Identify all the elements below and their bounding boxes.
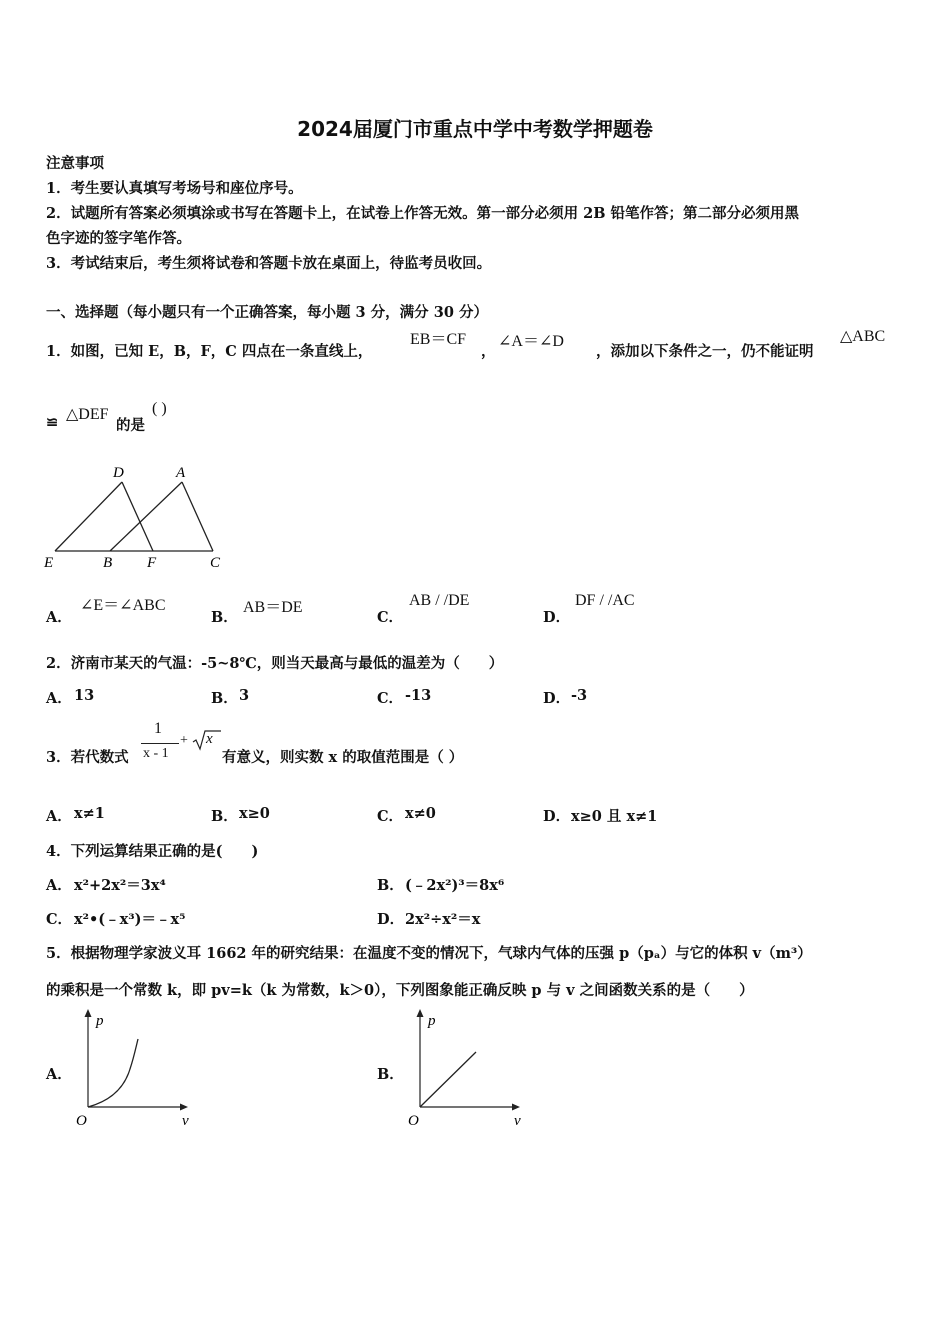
q1-option-c-label: C． <box>377 609 404 626</box>
q2-option-b-text: 3 <box>239 687 250 704</box>
q3-plus-sign: + <box>180 733 188 748</box>
notice-item-1: 1．考生要认真填写考场号和座位序号。 <box>46 180 303 197</box>
q3-stem-b: 有意义，则实数 x 的取值范围是（ ） <box>222 749 464 766</box>
q3-option-a-label: A． <box>46 808 72 825</box>
q1-congruent-symbol: ≌ <box>46 414 59 431</box>
q5-b-label-p: p <box>428 1013 436 1029</box>
q3-fraction-denominator: x - 1 <box>143 746 169 761</box>
q1-option-d-label: D． <box>543 609 571 626</box>
notice-heading: 注意事项 <box>46 155 104 172</box>
q3-option-b-text: x≥0 <box>239 805 270 822</box>
q1-figure-label-A: A <box>176 465 186 481</box>
q1-figure-segment-AC <box>182 482 213 551</box>
q5-option-a-label: A． <box>46 1066 72 1083</box>
q5-option-a-graph <box>72 1005 197 1130</box>
q4-option-d-label: D． <box>377 911 405 928</box>
q1-figure-segment-ED <box>55 482 122 551</box>
q2-option-c-label: C． <box>377 690 404 707</box>
q2-option-c-text: -13 <box>405 687 432 704</box>
q2-option-a-label: A． <box>46 690 72 707</box>
q3-radicand: x <box>206 731 213 747</box>
q1-option-a-label: A． <box>46 609 72 626</box>
section-heading: 一、选择题（每小题只有一个正确答案，每小题 3 分，满分 30 分） <box>46 304 488 321</box>
q4-option-c-text: x²•(﹣x³)＝﹣x⁵ <box>74 911 186 928</box>
q1-option-a-text: ∠E＝∠ABC <box>80 597 166 614</box>
q3-option-d-label: D． <box>543 808 571 825</box>
q3-option-c-text: x≠0 <box>405 805 436 822</box>
q5-a-curve <box>88 1039 138 1107</box>
q5-option-b-label: B． <box>377 1066 404 1083</box>
q1-cond-2: ∠A＝∠D <box>498 333 564 350</box>
q1-option-c-text: AB / /DE <box>409 592 470 609</box>
q1-figure-label-C: C <box>210 555 221 571</box>
q1-stem-c: 的是 <box>116 417 145 434</box>
q1-stem-a: 1．如图，已知 E，B，F，C 四点在一条直线上， <box>46 343 373 360</box>
q1-option-b-label: B． <box>211 609 238 626</box>
q1-figure-label-B: B <box>103 555 113 571</box>
q1-figure-label-F: F <box>147 555 157 571</box>
q1-comma: ， <box>481 343 496 360</box>
q5-b-arrow-p <box>417 1009 424 1017</box>
q1-figure <box>40 460 240 572</box>
q4-option-d-text: 2x²÷x²＝x <box>405 911 481 928</box>
q1-triangle-def: △DEF <box>66 406 109 423</box>
q5-a-label-p: p <box>96 1013 104 1029</box>
q4-stem: 4．下列运算结果正确的是( ) <box>46 843 259 860</box>
q3-option-b-label: B． <box>211 808 238 825</box>
q4-option-c-label: C． <box>46 911 73 928</box>
q5-stem-line-1: 5．根据物理学家波义耳 1662 年的研究结果：在温度不变的情况下，气球内气体的压强 p（pₐ）与它的体积 v（m³） <box>46 945 812 962</box>
q5-a-arrow-v <box>180 1104 188 1111</box>
q1-figure-segment-DF <box>122 482 153 551</box>
q1-option-d-text: DF / /AC <box>575 592 635 609</box>
q1-figure-segment-BA <box>110 482 182 551</box>
q4-option-b-text: (﹣2x²)³＝8x⁶ <box>405 877 505 894</box>
q5-b-arrow-v <box>512 1104 520 1111</box>
q5-b-line <box>420 1052 476 1107</box>
q3-fraction-bar <box>141 743 179 744</box>
q3-option-c-label: C． <box>377 808 404 825</box>
q3-fraction-numerator: 1 <box>154 720 162 737</box>
notice-item-2-cont: 色字迹的签字笔作答。 <box>46 230 191 247</box>
q1-figure-label-E: E <box>44 555 54 571</box>
notice-item-3: 3．考试结束后，考生须将试卷和答题卡放在桌面上，待监考员收回。 <box>46 255 492 272</box>
q3-stem-a: 3．若代数式 <box>46 749 129 766</box>
q2-option-b-label: B． <box>211 690 238 707</box>
q5-b-label-v: v <box>514 1113 521 1129</box>
q5-a-label-v: v <box>182 1113 189 1129</box>
page-title: 2024届厦门市重点中学中考数学押题卷 <box>297 117 653 141</box>
q1-cond-1: EB＝CF <box>410 331 467 348</box>
q5-stem-line-2: 的乘积是一个常数 k，即 pv=k（k 为常数，k＞0），下列图象能正确反映 p 与 v 之间函数关系的是（ ） <box>46 982 754 999</box>
q1-triangle-abc: △ABC <box>840 328 886 345</box>
q5-option-b-graph <box>404 1005 529 1130</box>
q1-stem-b: ，添加以下条件之一，仍不能证明 <box>596 343 814 360</box>
q4-option-a-label: A． <box>46 877 72 894</box>
q2-stem: 2．济南市某天的气温：-5~8℃，则当天最高与最低的温差为（ ） <box>46 655 504 672</box>
q4-option-b-label: B． <box>377 877 404 894</box>
q4-option-a-text: x²+2x²＝3x⁴ <box>74 877 166 894</box>
q1-option-b-text: AB＝DE <box>243 599 303 616</box>
q2-option-d-label: D． <box>543 690 571 707</box>
q2-option-d-text: -3 <box>571 687 588 704</box>
q1-answer-paren: ( ) <box>152 400 167 417</box>
q5-a-arrow-p <box>85 1009 92 1017</box>
q3-option-d-text: x≥0 且 x≠1 <box>571 808 658 825</box>
q1-figure-label-D: D <box>113 465 124 481</box>
q5-b-label-origin: O <box>408 1113 419 1129</box>
q2-option-a-text: 13 <box>74 687 95 704</box>
q5-a-label-origin: O <box>76 1113 87 1129</box>
notice-item-2: 2．试题所有答案必须填涂或书写在答题卡上，在试卷上作答无效。第一部分必须用 2B 铅笔作答；第二部分必须用黑 <box>46 205 800 222</box>
q3-option-a-text: x≠1 <box>74 805 105 822</box>
